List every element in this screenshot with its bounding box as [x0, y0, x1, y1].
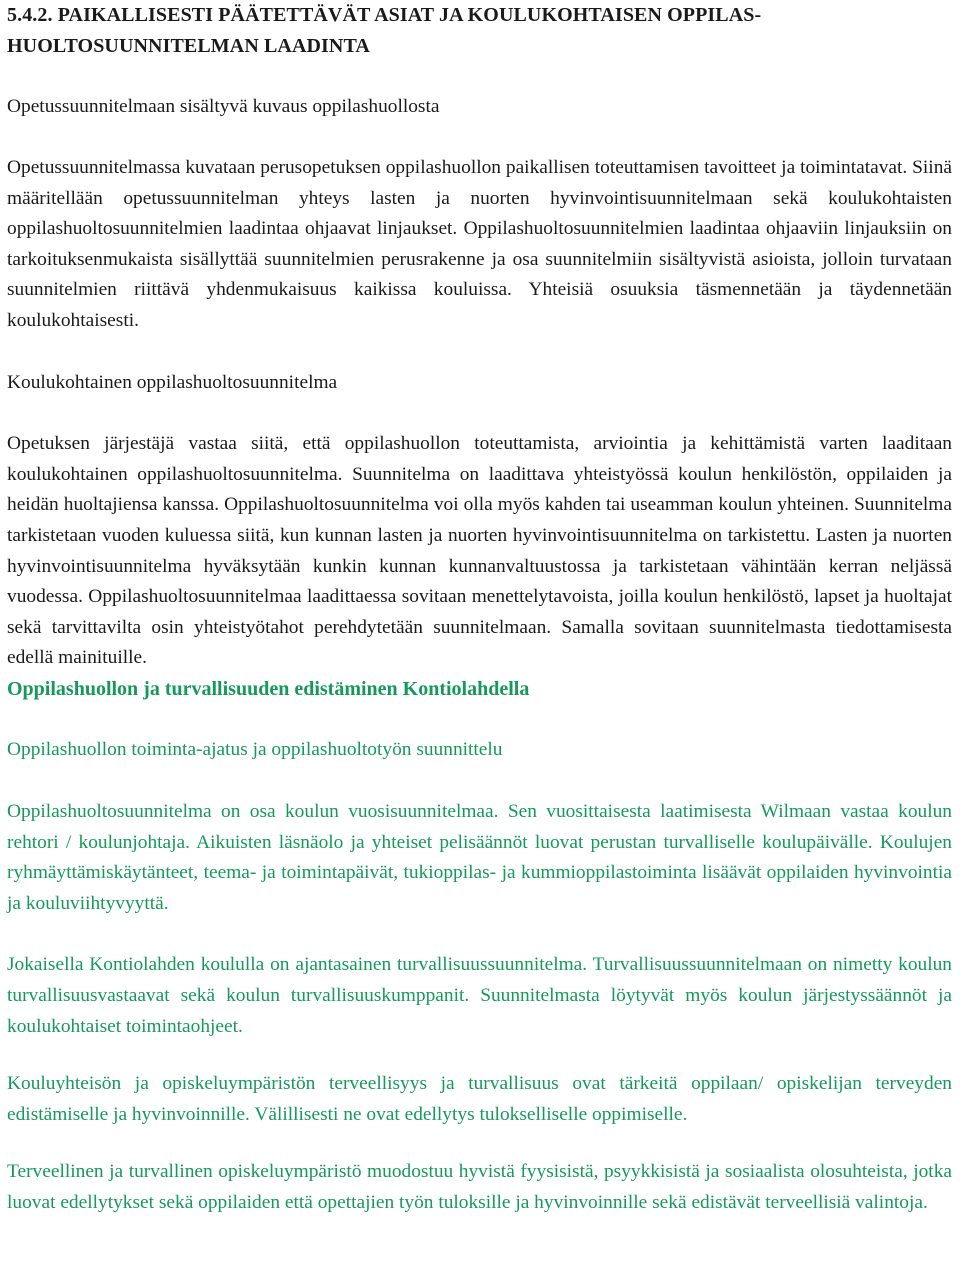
- local-paragraph-4: Terveellinen ja turvallinen opiskeluympäristö muodostuu hyvistä fyysisistä, psyykkisistä ja sosiaalista olosuhteista, jotka luovat edellytykset sekä oppilaiden että opettajien työn tuloksille ja hyvinvoinnille sekä edistävät terveellisiä valintoja.: [7, 1161, 952, 1213]
- local-paragraph-2: Jokaisella Kontiolahden koululla on ajantasainen turvallisuussuunnitelma. Turvallisuussuunnitelmaan on nimetty koulun turvallisuusvastaavat sekä koulun turvallisuuskumppanit. Suunnitelmasta löytyvät myös koulun järjestyssäännöt ja koulukohtaiset toimintaohjeet.: [7, 954, 952, 1037]
- school-plan-title: Koulukohtainen oppilashuoltosuunnitelma: [7, 371, 338, 393]
- section-heading-line-2: HUOLTOSUUNNITELMAN LAADINTA: [7, 34, 370, 57]
- local-paragraph-1: Oppilashuoltosuunnitelma on osa koulun vuosisuunnitelmaa. Sen vuosittaisesta laatimisesta Wilmaan vastaa koulun rehtori / koulunjohtaja. Aikuisten läsnäolo ja yhteiset pelisäännöt luovat perustan turvalliselle koulupäivälle. Koulujen ryhmäyttämiskäytänteet, teema- ja toimintapäivät, tukioppilas- ja kummioppilastoiminta lisäävät oppilaiden hyvinvointia ja kouluviihtyvyyttä.: [7, 801, 952, 914]
- curriculum-description-paragraph: Opetussuunnitelmassa kuvataan perusopetuksen oppilashuollon paikallisen toteuttamisen tavoitteet ja toimintatavat. Siinä määritellään opetussuunnitelman yhteys lasten ja nuorten hyvinvointisuunnitelmaan sekä koulukohtaisten oppilashuoltosuunnitelmien laadintaa ohjaavat linjaukset. Oppilashuoltosuunnitelmien laadintaa ohjaaviin linjauksiin on tarkoituksenmukaista sisällyttää suunnitelmien perusrakenne ja osa suunnitelmiin sisältyvistä asioista, jolloin turvataan suunnitelmien riittävä yhdenmukaisuus kaikissa kouluissa. Yhteisiä osuuksia täsmennetään ja täydennetään koulukohtaisesti.: [7, 156, 952, 331]
- section-heading-line-1: 5.4.2. PAIKALLISESTI PÄÄTETTÄVÄT ASIAT JA KOULUKOHTAISEN OPPILAS-: [7, 4, 762, 26]
- local-section-subtitle: Oppilashuollon toiminta-ajatus ja oppilashuoltotyön suunnittelu: [7, 739, 503, 761]
- local-section-title: Oppilashuollon ja turvallisuuden edistäminen Kontiolahdella: [7, 677, 530, 700]
- school-plan-paragraph: Opetuksen järjestäjä vastaa siitä, että oppilashuollon toteuttamista, arviointia ja kehittämistä varten laaditaan koulukohtainen oppilashuoltosuunnitelma. Suunnitelma on laadittava yhteistyössä koulun henkilöstön, oppilaiden ja heidän huoltajiensa kanssa. Oppilashuoltosuunnitelma voi olla myös kahden tai useamman koulun yhteinen. Suunnitelma tarkistetaan vuoden kuluessa siitä, kun kunnan lasten ja nuorten hyvinvointisuunnitelma on tarkistettu. Lasten ja nuorten hyvinvointisuunnitelma hyväksytään kunkin kunnan kunnanvaltuustossa ja tarkistetaan vähintään kerran neljässä vuodessa. Oppilashuoltosuunnitelmaa laadittaessa sovitaan menettelytavoista, joilla koulun henkilöstö, lapset ja huoltajat sekä tarvittavilta osin yhteistyötahot perehdytetään suunnitelmaan. Samalla sovitaan suunnitelmasta tiedottamisesta edellä mainituille.: [7, 433, 952, 669]
- section-heading: [7, 0, 952, 61]
- local-paragraph-3: Kouluyhteisön ja opiskeluympäristön terveellisyys ja turvallisuus ovat tärkeitä oppilaan/ opiskelijan terveyden edistämiselle ja hyvinvoinnille. Välillisesti ne ovat edellytys tulokselliselle oppimiselle.: [7, 1073, 952, 1125]
- curriculum-description-title: Opetussuunnitelmaan sisältyvä kuvaus oppilashuollosta: [7, 95, 440, 117]
